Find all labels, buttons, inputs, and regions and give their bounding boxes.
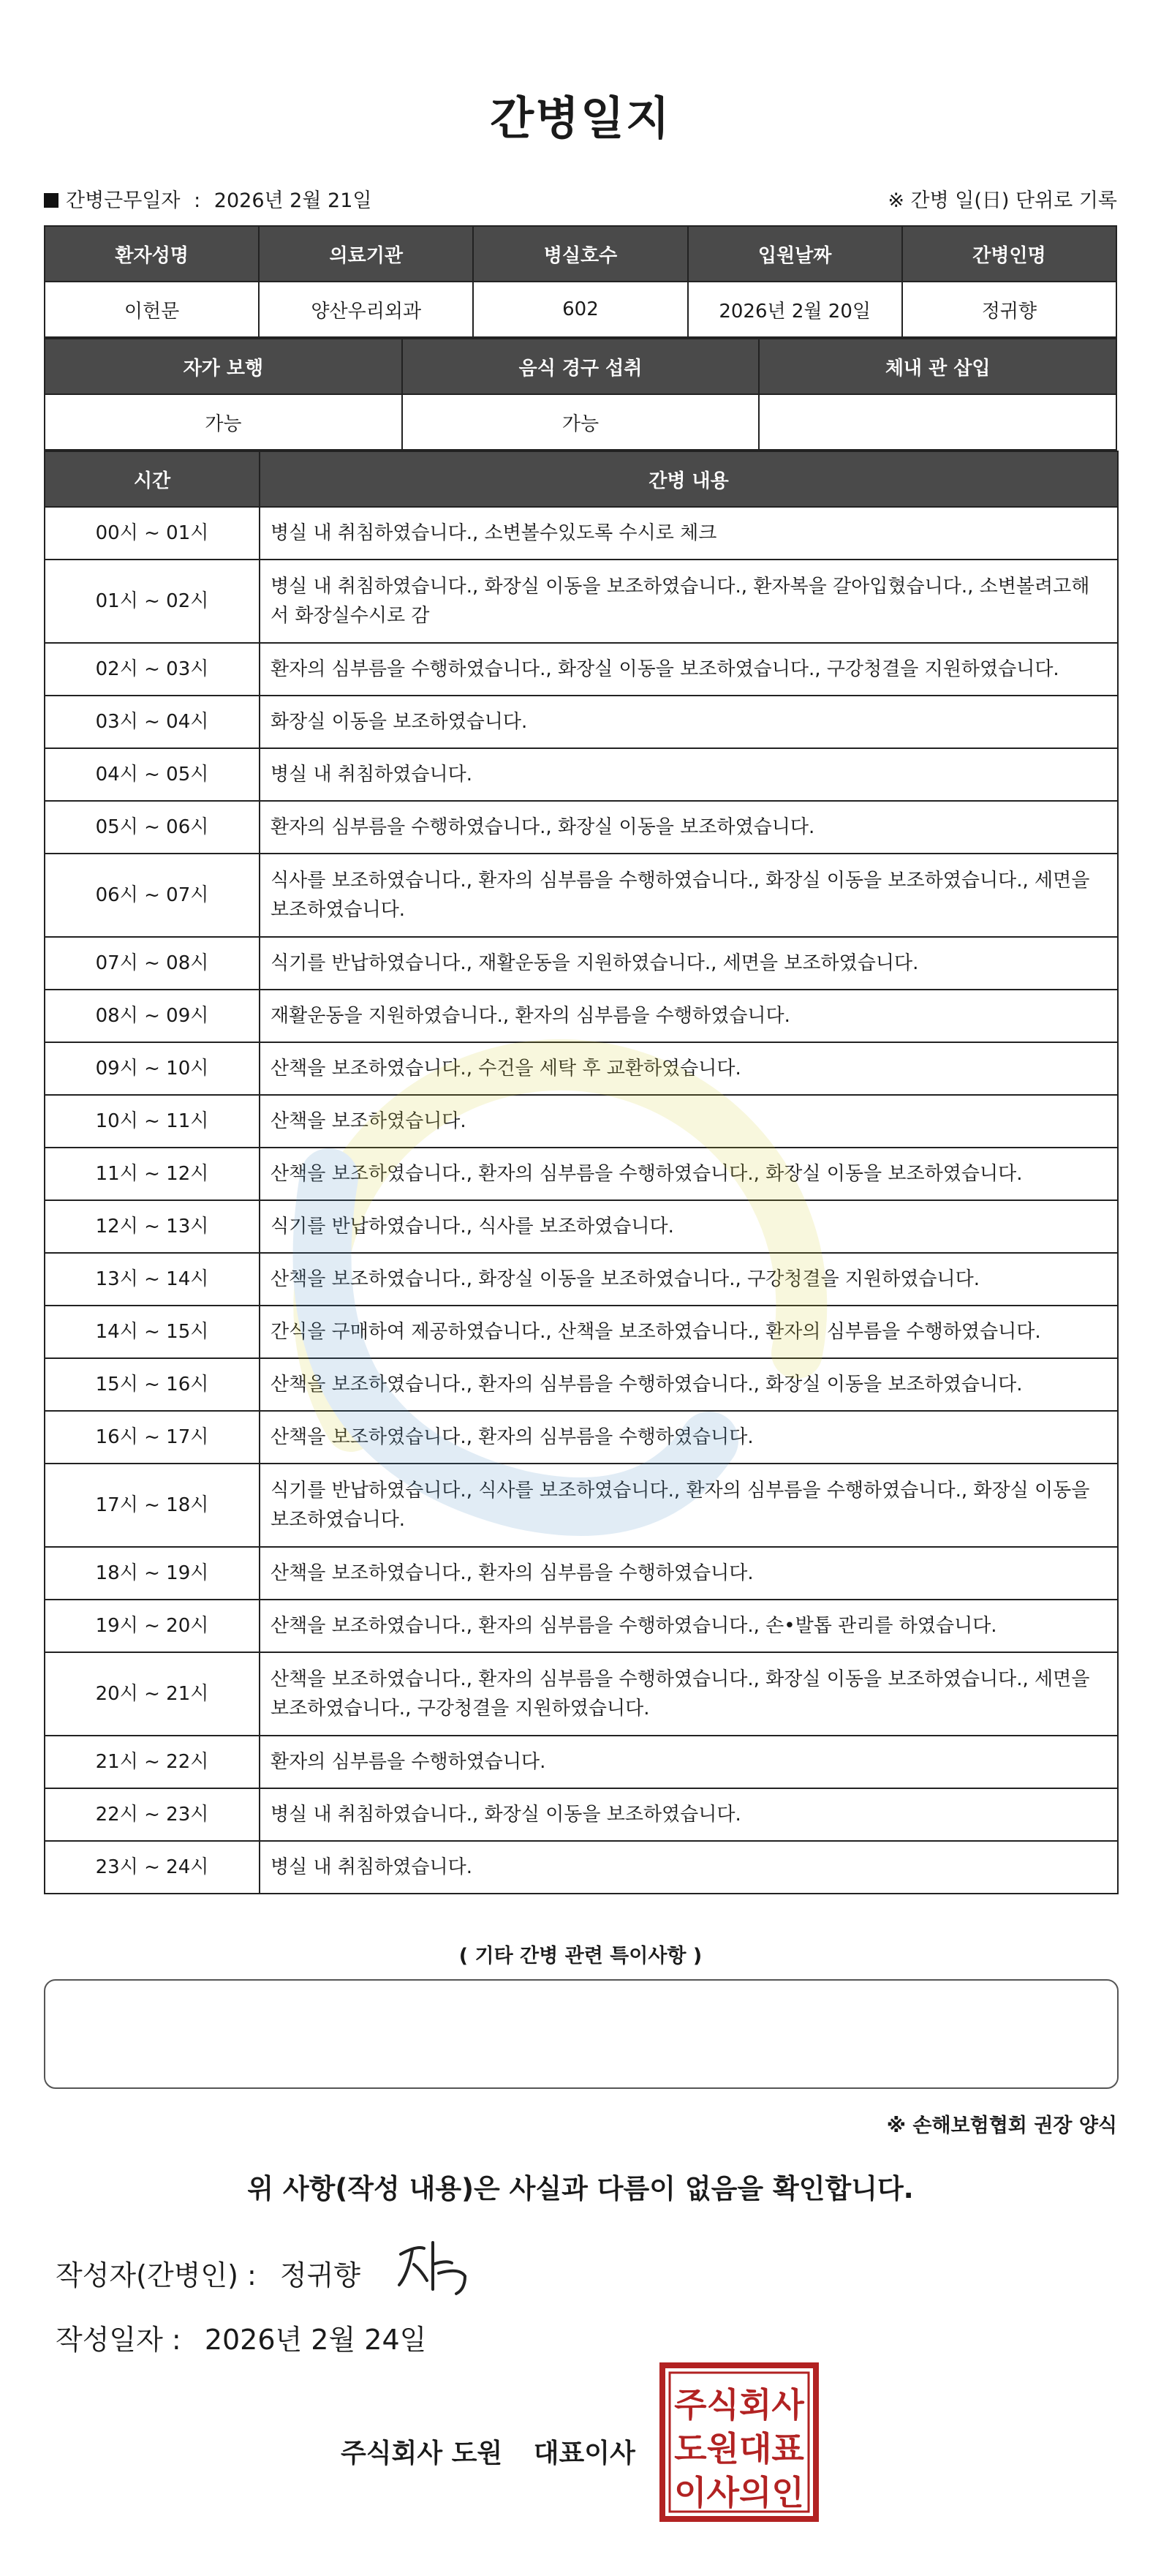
log-time: 09시 ~ 10시	[45, 1042, 260, 1095]
log-content: 식기를 반납하였습니다., 식사를 보조하였습니다.	[260, 1200, 1118, 1253]
log-time: 03시 ~ 04시	[45, 696, 260, 748]
log-time: 07시 ~ 08시	[45, 937, 260, 990]
header-time: 시간	[45, 451, 260, 507]
log-content: 산책을 보조하였습니다.	[260, 1095, 1118, 1148]
tube-insertion-value	[759, 394, 1116, 450]
log-time: 06시 ~ 07시	[45, 854, 260, 937]
log-time: 04시 ~ 05시	[45, 748, 260, 801]
log-content: 화장실 이동을 보조하였습니다.	[260, 696, 1118, 748]
log-time: 16시 ~ 17시	[45, 1411, 260, 1464]
work-date-sep: :	[194, 189, 201, 212]
log-time: 18시 ~ 19시	[45, 1547, 260, 1600]
log-content: 환자의 심부름을 수행하였습니다.	[260, 1736, 1118, 1788]
seal-line-3: 이사의인	[674, 2473, 804, 2512]
log-content: 간식을 구매하여 제공하였습니다., 산책을 보조하였습니다., 환자의 심부름을 수행하였습니다.	[260, 1306, 1118, 1358]
header-patient-name: 환자성명	[45, 226, 259, 282]
unit-note: ※ 간병 일(日) 단위로 기록	[888, 189, 1117, 212]
work-date-label: 간병근무일자	[66, 189, 181, 212]
log-time: 22시 ~ 23시	[45, 1788, 260, 1841]
log-time: 13시 ~ 14시	[45, 1253, 260, 1306]
log-time: 00시 ~ 01시	[45, 507, 260, 560]
log-content: 산책을 보조하였습니다., 환자의 심부름을 수행하였습니다.	[260, 1411, 1118, 1464]
company-seal	[658, 2361, 820, 2523]
oral-intake-value: 가능	[402, 394, 760, 450]
form-note: ※ 손해보험협회 권장 양식	[886, 2114, 1117, 2137]
log-time: 01시 ~ 02시	[45, 560, 260, 643]
log-content: 병실 내 취침하였습니다.	[260, 1841, 1118, 1894]
seal-line-1: 주식회사	[674, 2385, 804, 2425]
log-time: 05시 ~ 06시	[45, 801, 260, 854]
log-content: 산책을 보조하였습니다., 수건을 세탁 후 교환하였습니다.	[260, 1042, 1118, 1095]
author-label: 작성자(간병인) :	[56, 2259, 257, 2291]
admission-date: 2026년 2월 20일	[688, 282, 902, 337]
log-content: 산책을 보조하였습니다., 환자의 심부름을 수행하였습니다., 손•발톱 관리를 하였습니다.	[260, 1600, 1118, 1652]
header-caregiver: 간병인명	[902, 226, 1116, 282]
room-number: 602	[473, 282, 687, 337]
log-time: 23시 ~ 24시	[45, 1841, 260, 1894]
log-time: 20시 ~ 21시	[45, 1652, 260, 1736]
log-content: 식기를 반납하였습니다., 재활운동을 지원하였습니다., 세면을 보조하였습니다.	[260, 937, 1118, 990]
log-content: 식기를 반납하였습니다., 식사를 보조하였습니다., 환자의 심부름을 수행하였습니다., 화장실 이동을 보조하였습니다.	[260, 1464, 1118, 1547]
header-content: 간병 내용	[260, 451, 1118, 507]
log-time: 11시 ~ 12시	[45, 1148, 260, 1200]
author-name: 정귀향	[279, 2259, 360, 2291]
log-content: 환자의 심부름을 수행하였습니다., 화장실 이동을 보조하였습니다., 구강청결을 지원하였습니다.	[260, 643, 1118, 696]
log-content: 병실 내 취침하였습니다., 화장실 이동을 보조하였습니다., 환자복을 갈아입혔습니다., 소변볼려고해서 화장실수시로 감	[260, 560, 1118, 643]
log-time: 17시 ~ 18시	[45, 1464, 260, 1547]
log-content: 산책을 보조하였습니다., 화장실 이동을 보조하였습니다., 구강청결을 지원하였습니다.	[260, 1253, 1118, 1306]
square-bullet-icon	[44, 193, 58, 208]
header-tube-insertion: 체내 관 삽입	[759, 339, 1116, 394]
log-content: 식사를 보조하였습니다., 환자의 심부름을 수행하였습니다., 화장실 이동을 보조하였습니다., 세면을 보조하였습니다.	[260, 854, 1118, 937]
special-notes-label: ( 기타 간병 관련 특이사항 )	[458, 1945, 703, 1967]
log-content: 병실 내 취침하였습니다., 소변볼수있도록 수시로 체크	[260, 507, 1118, 560]
signature	[395, 2238, 475, 2297]
log-time: 15시 ~ 16시	[45, 1358, 260, 1411]
log-time: 19시 ~ 20시	[45, 1600, 260, 1652]
log-time: 02시 ~ 03시	[45, 643, 260, 696]
special-notes-box	[44, 1979, 1119, 2089]
write-date-line	[56, 2317, 426, 2357]
patient-info-table	[44, 225, 1117, 338]
log-content: 산책을 보조하였습니다., 환자의 심부름을 수행하였습니다., 화장실 이동을 보조하였습니다.	[260, 1358, 1118, 1411]
header-self-walking: 자가 보행	[45, 339, 402, 394]
caregiver-name: 정귀향	[902, 282, 1116, 337]
self-walking-value: 가능	[45, 394, 402, 450]
log-content: 환자의 심부름을 수행하였습니다., 화장실 이동을 보조하였습니다.	[260, 801, 1118, 854]
ceo-label: 대표이사	[533, 2438, 635, 2468]
header-oral-intake: 음식 경구 섭취	[402, 339, 760, 394]
log-content: 산책을 보조하였습니다., 환자의 심부름을 수행하였습니다.	[260, 1547, 1118, 1600]
log-time: 10시 ~ 11시	[45, 1095, 260, 1148]
log-content: 산책을 보조하였습니다., 환자의 심부름을 수행하였습니다., 화장실 이동을 보조하였습니다., 세면을 보조하였습니다., 구강청결을 지원하였습니다.	[260, 1652, 1118, 1736]
care-log-table	[44, 451, 1119, 1894]
write-date-value: 2026년 2월 24일	[204, 2324, 427, 2356]
work-date-value: 2026년 2월 21일	[213, 189, 372, 212]
log-content: 병실 내 취침하였습니다., 화장실 이동을 보조하였습니다.	[260, 1788, 1118, 1841]
header-room: 병실호수	[473, 226, 687, 282]
hospital-name: 양산우리외과	[259, 282, 473, 337]
status-info-table	[44, 338, 1117, 451]
seal-line-2: 도원대표	[674, 2429, 804, 2468]
confirmation-statement: 위 사항(작성 내용)은 사실과 다름이 없음을 확인합니다.	[247, 2173, 914, 2204]
log-time: 08시 ~ 09시	[45, 990, 260, 1042]
header-hospital: 의료기관	[259, 226, 473, 282]
log-content: 산책을 보조하였습니다., 환자의 심부름을 수행하였습니다., 화장실 이동을 보조하였습니다.	[260, 1148, 1118, 1200]
company-name: 주식회사 도원	[341, 2438, 503, 2468]
document-title: 간병일지	[490, 91, 671, 145]
header-admission-date: 입원날짜	[688, 226, 902, 282]
patient-name: 이헌문	[45, 282, 259, 337]
log-time: 21시 ~ 22시	[45, 1736, 260, 1788]
company-line	[341, 2433, 635, 2470]
log-time: 14시 ~ 15시	[45, 1306, 260, 1358]
log-time: 12시 ~ 13시	[45, 1200, 260, 1253]
author-line	[56, 2253, 360, 2293]
log-content: 재활운동을 지원하였습니다., 환자의 심부름을 수행하였습니다.	[260, 990, 1118, 1042]
write-date-label: 작성일자 :	[56, 2324, 181, 2356]
log-content: 병실 내 취침하였습니다.	[260, 748, 1118, 801]
work-date	[44, 184, 371, 213]
